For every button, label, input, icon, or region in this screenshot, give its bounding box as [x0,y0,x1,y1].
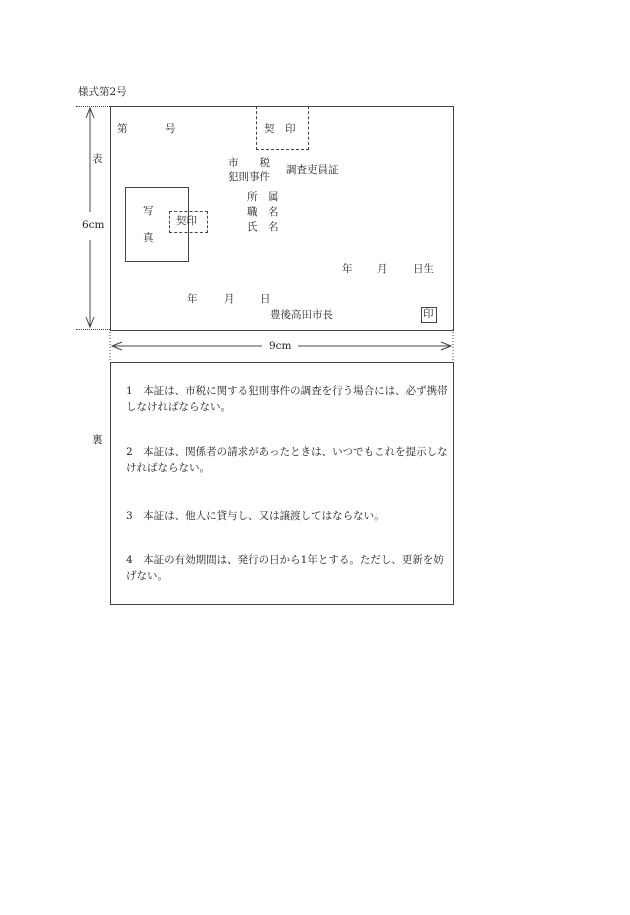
photo-seal-label: 契印 [176,215,197,227]
birth-year: 年 [342,263,353,275]
photo-label-bottom: 真 [143,232,154,244]
front-side-label: 表 [92,153,103,165]
field-position: 職 名 [247,206,279,218]
birth-day: 日生 [413,263,434,275]
birth-month: 月 [377,263,388,275]
seal-box-label: 契 印 [264,123,296,135]
photo-label-top: 写 [143,205,154,217]
height-label: 6cm [82,219,105,231]
width-label: 9cm [269,340,292,352]
title-line2: 犯則事件 [228,171,270,183]
issuer: 豊後高田市長 [270,309,333,321]
issue-day: 日 [260,293,271,305]
title-main: 調査吏員証 [286,164,339,176]
issue-month: 月 [224,293,235,305]
title-line1: 市 税 [228,157,270,169]
field-name: 氏 名 [247,221,279,233]
back-item-1: 1 本証は、市税に関する犯則事件の調査を行う場合には、必ず携帯しなければならない。 [126,385,448,413]
form-label: 様式第2号 [78,86,127,98]
back-item-4: 4 本証の有効期間は、発行の日から1年とする。ただし、更新を妨げない。 [126,554,444,582]
back-side-label: 裏 [92,434,103,446]
number-prefix: 第 [117,123,128,135]
stamp-mark: 印 [423,308,434,320]
number-suffix: 号 [165,123,176,135]
back-item-2: 2 本証は、関係者の請求があったときは、いつでもこれを提示しなければならない。 [126,446,448,474]
back-item-3: 3 本証は、他人に貸与し、又は譲渡してはならない。 [126,510,385,522]
field-affiliation: 所 属 [247,191,279,203]
issue-year: 年 [187,293,198,305]
